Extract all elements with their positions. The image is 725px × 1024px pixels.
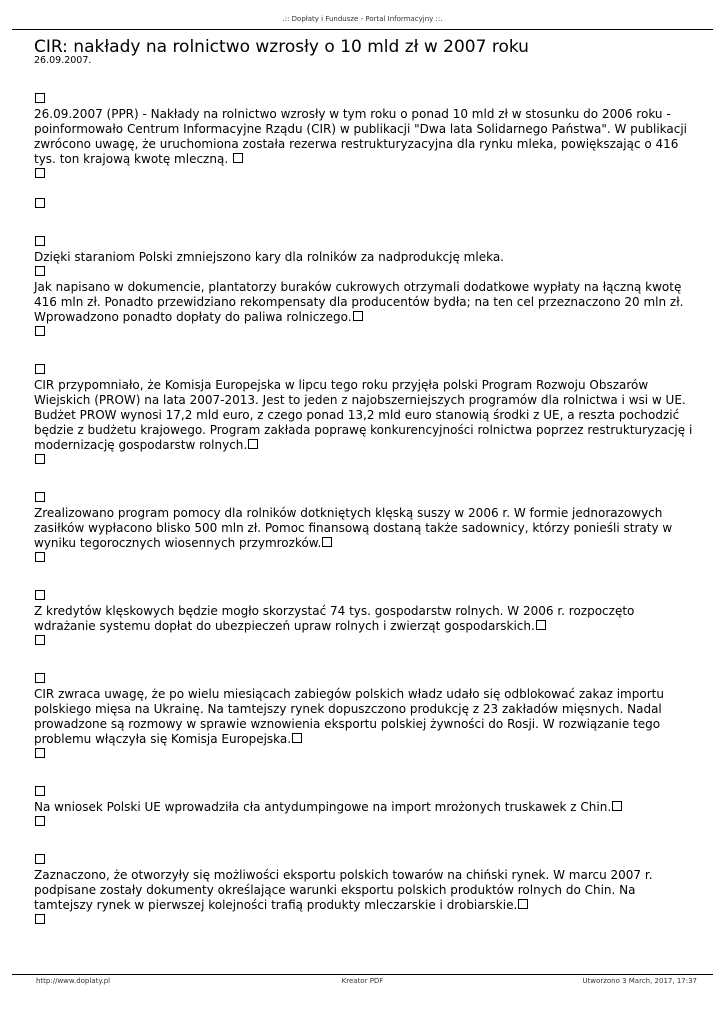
missing-glyph-box: [292, 733, 302, 743]
missing-glyph-box: [322, 537, 332, 547]
paragraph: CIR zwraca uwagę, że po wielu miesiącach zabiegów polskich władz udało się odblokować zakaz importu polskiego mięsa na Ukrainę. Na tamtejszy rynek dopuszczono produkcję z 23 zakładów mięsnych. Nadal prowadzone są rozmowy w sprawie wznowienia eksportu polskiej żywności do Rosji. W rozwiązanie tego problemu włączyła się Komisja Europejska.: [34, 687, 664, 746]
missing-glyph-box: [612, 801, 622, 811]
footer-created: Utworzono 3 March, 2017, 17:37: [582, 977, 697, 985]
missing-glyph-box: [518, 899, 528, 909]
marker-line: [34, 551, 694, 566]
marker-line: [34, 913, 694, 928]
paragraph: Na wniosek Polski UE wprowadziła cła antydumpingowe na import mrożonych truskawek z Chin.: [34, 800, 694, 815]
paragraph: Zrealizowano program pomocy dla rolników dotkniętych klęską suszy w 2006 r. W formie jednorazowych zasiłków wypłacono blisko 500 mln zł. Pomoc finansową dostaną także sadownicy, którzy ponieśli straty w wyniku tegorocznych wiosennych przymrozków.: [34, 506, 673, 550]
marker-line: [34, 265, 694, 280]
marker-line: [34, 634, 694, 649]
paragraph: Jak napisano w dokumencie, plantatorzy buraków cukrowych otrzymali dodatkowe wypłaty na łączną kwotę 416 mln zł. Ponadto przewidziano rekompensaty dla producentów bydła; na ten cel przeznaczono 20 mln zł. Wprowadzono ponadto dopłaty do paliwa rolniczego.: [34, 280, 684, 324]
missing-glyph-box: [35, 492, 45, 502]
paragraph: Dzięki staraniom Polski zmniejszono kary dla rolników za nadprodukcję mleka.: [34, 250, 504, 264]
missing-glyph-box: [35, 635, 45, 645]
marker-line: [34, 197, 694, 212]
marker-line: [34, 453, 694, 468]
marker-line: [34, 491, 694, 506]
missing-glyph-box: [248, 439, 258, 449]
missing-glyph-box: [536, 620, 546, 630]
missing-glyph-box: [35, 93, 45, 103]
footer-url: http://www.doplaty.pl: [36, 977, 111, 985]
marker-line: [34, 589, 694, 604]
missing-glyph-box: [35, 266, 45, 276]
marker-line: [34, 363, 694, 378]
missing-glyph-box: [35, 854, 45, 864]
footer-divider: [12, 974, 713, 975]
marker-line: [34, 672, 694, 687]
article-body: [34, 92, 694, 928]
missing-glyph-box: [35, 590, 45, 600]
marker-line: [34, 785, 694, 800]
marker-line: [34, 235, 694, 250]
marker-line: [34, 853, 694, 868]
marker-line: [34, 325, 694, 340]
marker-line: [34, 815, 694, 830]
paragraph: Zaznaczono, że otworzyły się możliwości eksportu polskich towarów na chiński rynek. W marcu 2007 r. podpisane zostały dokumenty określające warunki eksportu polskich produktów rolnych do Chin. Na tamtejszy rynek w pierwszej kolejności trafią produkty mleczarskie i drobiarskie.: [34, 868, 653, 912]
missing-glyph-box: [35, 198, 45, 208]
header-divider: [12, 29, 713, 30]
missing-glyph-box: [35, 454, 45, 464]
page-header: .:: Dopłaty i Fundusze - Portal Informacyjny ::.: [282, 15, 443, 23]
missing-glyph-box: [35, 914, 45, 924]
article-title: CIR: nakłady na rolnictwo wzrosły o 10 mld zł w 2007 roku: [34, 37, 529, 57]
marker-line: [34, 747, 694, 762]
paragraph: Z kredytów klęskowych będzie mogło skorzystać 74 tys. gospodarstw rolnych. W 2006 r. rozpoczęto wdrażanie systemu dopłat do ubezpieczeń upraw rolnych i zwierząt gospodarskich.: [34, 604, 635, 633]
paragraph: CIR przypomniało, że Komisja Europejska w lipcu tego roku przyjęła polski Program Rozwoju Obszarów Wiejskich (PROW) na lata 2007-2013. Jest to jeden z najobszerniejszych programów dla rolnictwa i wsi w UE. Budżet PROW wynosi 17,2 mld euro, z czego ponad 13,2 mld euro stanowią środki z UE, a reszta pochodzić będzie z budżetu krajowego. Program zakłada poprawę konkurencyjności rolnictwa poprzez restrukturyzację i modernizację gospodarstw rolnych.: [34, 378, 693, 452]
missing-glyph-box: [35, 748, 45, 758]
missing-glyph-box: [35, 168, 45, 178]
missing-glyph-box: [233, 153, 243, 163]
paragraph: 26.09.2007 (PPR) - Nakłady na rolnictwo wzrosły w tym roku o ponad 10 mld zł w stosunku do 2006 roku - poinformowało Centrum Informacyjne Rządu (CIR) w publikacji "Dwa lata Solidarnego Państwa". W publikacji zwrócono uwagę, że uruchomiona została rezerwa restrukturyzacyjna dla rynku mleka, powiększając o 416 tys. ton krajową kwotę mleczną.: [34, 107, 688, 166]
footer-generator: Kreator PDF: [341, 977, 384, 985]
missing-glyph-box: [35, 236, 45, 246]
missing-glyph-box: [35, 326, 45, 336]
article-date: 26.09.2007.: [34, 55, 92, 66]
marker-line: [34, 167, 694, 182]
missing-glyph-box: [35, 552, 45, 562]
marker-line: [34, 92, 694, 107]
missing-glyph-box: [35, 364, 45, 374]
missing-glyph-box: [35, 786, 45, 796]
missing-glyph-box: [353, 311, 363, 321]
missing-glyph-box: [35, 816, 45, 826]
missing-glyph-box: [35, 673, 45, 683]
